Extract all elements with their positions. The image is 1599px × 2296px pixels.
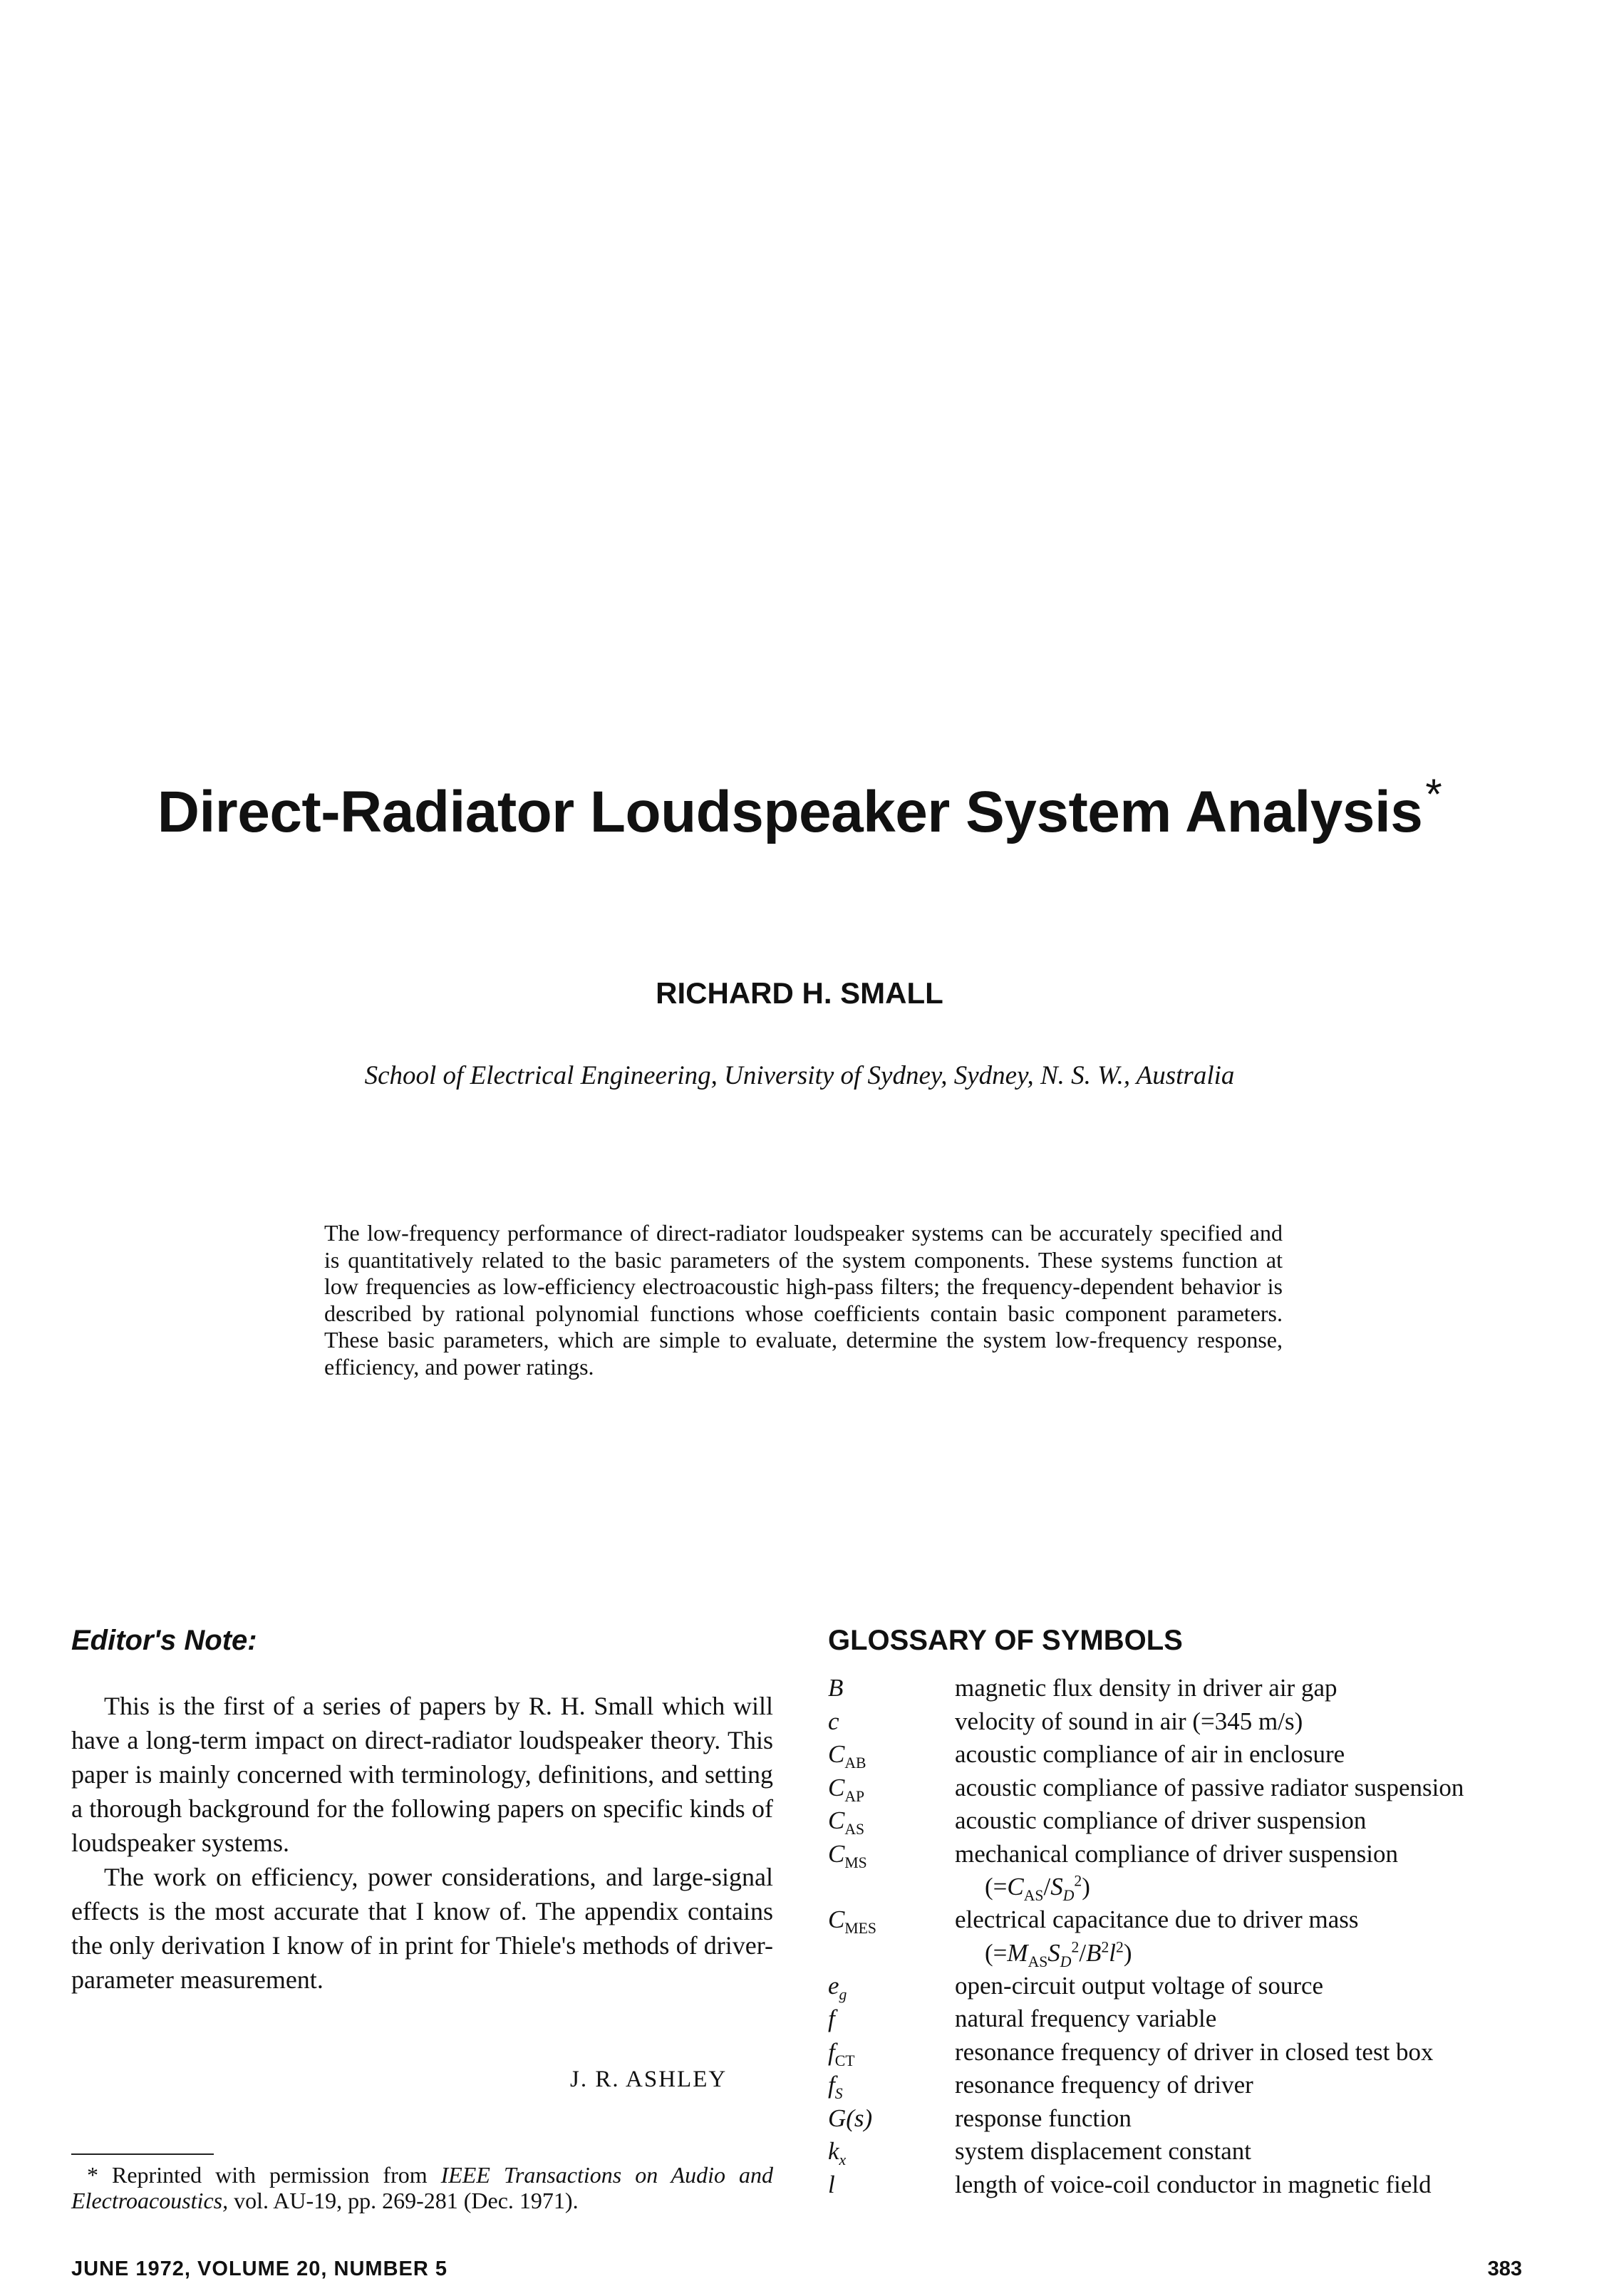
glossary-formula: $(=M_{AS}S_D^2/B^2l^2)$ [985,1938,1132,1970]
title-footnote-mark: * [1425,770,1442,818]
editor-note-paragraph: This is the first of a series of papers by R. H. Small which will have a long-term impact on direct-radiator loudspeaker theory. This paper is mainly concerned with terminology, definitions, and setting a thorough background for the following papers on specific kinds of loudspeaker systems. [71,1692,773,1857]
glossary-row [828,2036,1530,2069]
glossary-symbol: $C_{MES}$ [828,1905,876,1937]
glossary-symbol: c [828,1707,839,1735]
glossary-definition: natural frequency variable [955,2005,1217,2032]
glossary-row [828,2168,1530,2202]
glossary-symbol: $C_{AP}$ [828,1773,865,1805]
journal-issue: JUNE 1972, VOLUME 20, NUMBER 5 [71,2258,447,2280]
glossary-symbol: $C_{MS}$ [828,1839,867,1871]
editor-note-heading: Editor's Note: [71,1625,257,1656]
glossary-symbol: $C_{AB}$ [828,1740,866,1772]
glossary-row [828,1838,1530,1904]
glossary-row [828,1705,1530,1739]
footnote-rule [71,2153,214,2155]
glossary-row [828,2102,1530,2136]
glossary-symbol: f [828,2005,835,2032]
author-affiliation: School of Electrical Engineering, University of Sydney, Sydney, N. S. W., Australia [364,1061,1235,1090]
glossary-definition: mechanical compliance of driver suspension $(=C_{AS}/S_D^2)$ [955,1838,1530,1904]
glossary-symbol: l [828,2170,835,2198]
footnote-journal: IEEE Transactions on Audio and Electroacoustics, [71,2162,774,2213]
glossary-row [828,1804,1530,1838]
glossary-table [828,1672,1530,2201]
glossary-symbol: B [828,1674,844,1702]
glossary-formula: $(=C_{AS}/S_D^2)$ [985,1872,1090,1904]
glossary-symbol: $C_{AS}$ [828,1806,865,1838]
editor-signature: J. R. ASHLEY [570,2067,728,2092]
glossary-row [828,1903,1530,1970]
glossary-row [828,2069,1530,2102]
glossary-definition: electrical capacitance due to driver mass $(=M_{AS}S_D^2/B^2l^2)$ [955,1903,1530,1970]
editor-note-paragraph: The work on efficiency, power considerations, and large-signal effects is the most accurate that I know of. The appendix contains the only derivation I know of in print for Thiele's methods of driver-parameter measurement. [71,1863,773,1994]
glossary-definition: system displacement constant [955,2137,1252,2165]
glossary-definition: acoustic compliance of passive radiator suspension [955,1773,1464,1801]
glossary-definition: open-circuit output voltage of source [955,1971,1324,2000]
glossary-definition: acoustic compliance of air in enclosure [955,1740,1345,1768]
page-number: 383 [1487,2258,1522,2280]
glossary-row [828,1970,1530,2003]
glossary-definition: magnetic flux density in driver air gap [955,1674,1337,1702]
paper-title: Direct-Radiator Loudspeaker System Analysis* [157,770,1442,844]
abstract: The low-frequency performance of direct-radiator loudspeaker systems can be accurately specified and is quantitatively related to the basic parameters of the system components. These systems function at low frequencies as low-efficiency electroacoustic high-pass filters; the frequency-dependent behavior is described by rational polynomial functions whose coefficients contain basic component parameters. These basic parameters, which are simple to evaluate, determine the system low-frequency response, efficiency, and power ratings. [324,1220,1283,1380]
glossary-row [828,1672,1530,1705]
glossary-row [828,1772,1530,1805]
glossary-symbol: $k_x$ [828,2137,847,2168]
glossary-row [828,1738,1530,1772]
glossary-definition: length of voice-coil conductor in magnetic field [955,2170,1432,2198]
glossary-definition: acoustic compliance of driver suspension [955,1806,1367,1834]
editor-note-body [71,1689,773,1997]
glossary-definition: velocity of sound in air (=345 m/s) [955,1707,1303,1735]
glossary-symbol: $f_{CT}$ [828,2037,855,2069]
glossary-symbol: G(s) [828,2104,873,2132]
glossary-definition: response function [955,2104,1132,2132]
glossary-heading: GLOSSARY OF SYMBOLS [828,1625,1183,1656]
glossary-row [828,2002,1530,2036]
footnote: * Reprinted with permission from IEEE Transactions on Audio and Electroacoustics, vol. AU-19, pp. 269-281 (Dec. 1971). [71,2162,774,2213]
glossary-symbol: $f_S$ [828,2071,843,2102]
glossary-row [828,2135,1530,2168]
author-name: RICHARD H. SMALL [656,976,943,1010]
glossary-symbol: $e_g$ [828,1971,847,2003]
glossary-definition: resonance frequency of driver [955,2071,1253,2099]
glossary-definition: resonance frequency of driver in closed test box [955,2037,1434,2066]
